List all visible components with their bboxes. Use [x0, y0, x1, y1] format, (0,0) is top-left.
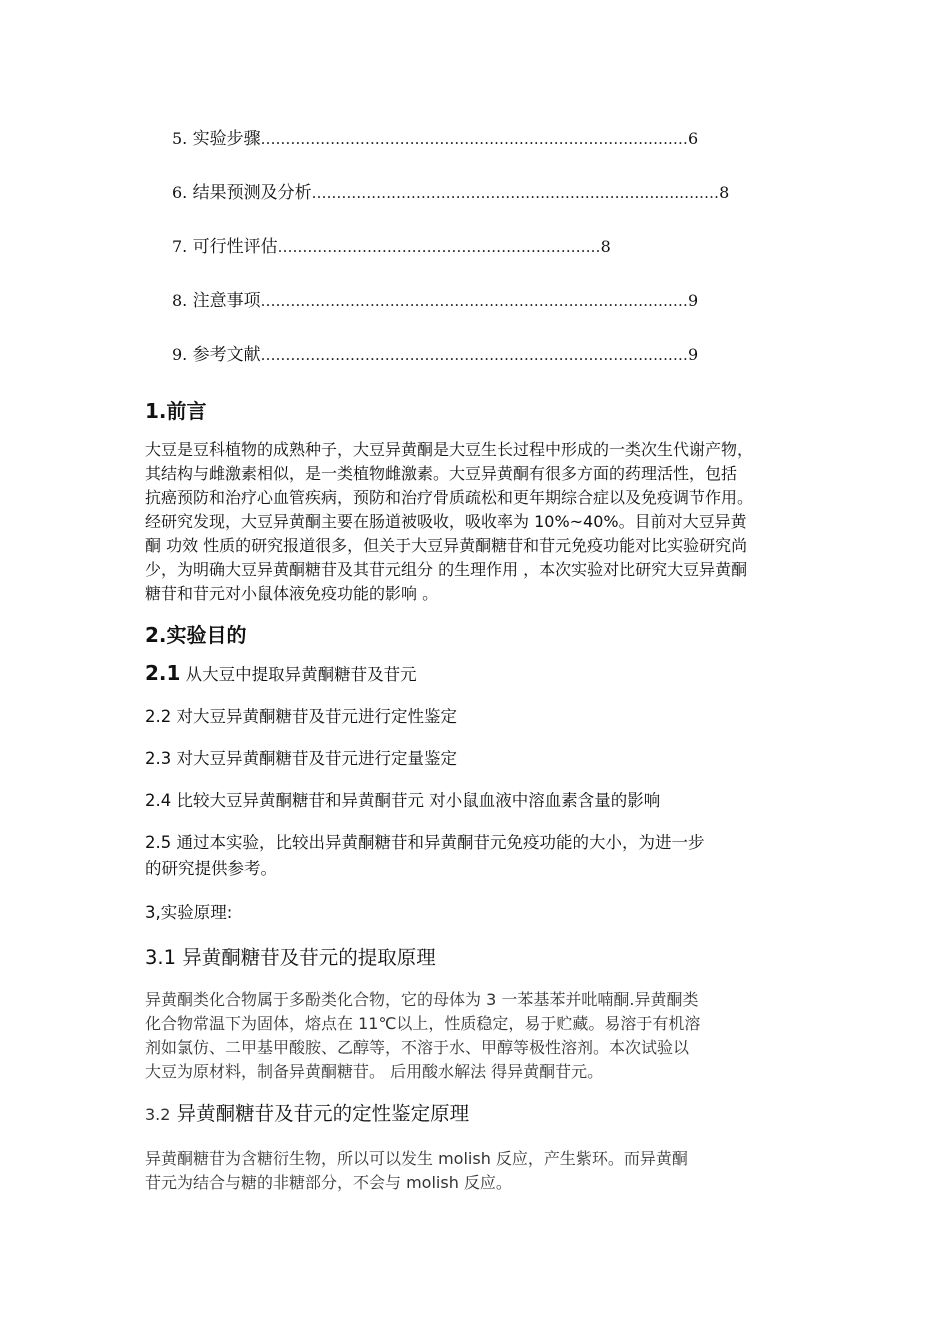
objective-item: 2.3 对大豆异黄酮糖苷及苷元进行定量鉴定	[145, 749, 457, 768]
paragraph-line: 异黄酮糖苷为含糖衍生物，所以可以发生 molish 反应，产生紫环。而异黄酮	[145, 1149, 688, 1168]
toc-number: 5.	[172, 129, 188, 148]
objective-item-continuation: 的研究提供参考。	[145, 859, 277, 878]
paragraph-line: 苷元为结合与糖的非糖部分，不会与 molish 反应。	[145, 1173, 512, 1192]
objective-number: 2.1	[145, 661, 181, 685]
toc-number: 7.	[172, 237, 188, 256]
section-heading-preface: 1.前言	[145, 399, 207, 423]
toc-leader: ......................................................................................	[260, 292, 688, 310]
paragraph-line: 大豆为原材料，制备异黄酮糖苷。 后用酸水解法 得异黄酮苷元。	[145, 1062, 604, 1081]
section-heading-objectives: 2.实验目的	[145, 623, 247, 647]
toc-page-number: 9	[687, 291, 699, 310]
objective-item: 2.4 比较大豆异黄酮糖苷和异黄酮苷元 对小鼠血液中溶血素含量的影响	[145, 791, 661, 810]
toc-leader: ......................................................................................	[260, 346, 688, 364]
table-of-contents	[172, 126, 772, 396]
toc-label: 可行性评估	[192, 237, 278, 257]
section-heading-principle: 3,实验原理:	[145, 903, 233, 922]
paragraph-line: 经研究发现，大豆异黄酮主要在肠道被吸收，吸收率为 10%~40%。目前对大豆异黄	[145, 512, 747, 531]
objective-item	[145, 660, 805, 688]
paragraph-line: 大豆是豆科植物的成熟种子，大豆异黄酮是大豆生长过程中形成的一类次生代谢产物，	[145, 440, 754, 459]
toc-entry[interactable]	[172, 234, 772, 288]
toc-page-number: 9	[687, 345, 699, 364]
extraction-paragraph	[145, 988, 805, 1084]
toc-page-number: 8	[600, 237, 611, 256]
toc-entry[interactable]	[172, 288, 772, 342]
subsection-heading-extraction: 3.1 异黄酮糖苷及苷元的提取原理	[145, 946, 436, 969]
toc-label: 注意事项	[192, 291, 261, 311]
toc-number: 8.	[172, 291, 188, 310]
objective-item: 2.5 通过本实验，比较出异黄酮糖苷和异黄酮苷元免疫功能的大小，为进一步	[145, 833, 705, 852]
paragraph-line: 酮 功效 性质的研究报道很多，但关于大豆异黄酮糖苷和苷元免疫功能对比实验研究尚	[145, 536, 748, 555]
toc-label: 结果预测及分析	[192, 183, 312, 203]
paragraph-line: 剂如氯仿、二甲基甲酸胺、乙醇等，不溶于水、甲醇等极性溶剂。本次试验以	[145, 1038, 690, 1057]
preface-paragraph	[145, 438, 805, 606]
identification-paragraph	[145, 1147, 805, 1195]
subsection-heading-identification	[145, 1100, 805, 1129]
toc-entry[interactable]	[172, 180, 772, 234]
toc-page-number: 8	[719, 183, 730, 202]
document-body	[145, 396, 805, 1195]
objective-item: 2.2 对大豆异黄酮糖苷及苷元进行定性鉴定	[145, 707, 457, 726]
toc-entry[interactable]	[172, 342, 772, 396]
toc-label: 实验步骤	[192, 129, 261, 149]
subsection-number: 3.2	[145, 1105, 171, 1124]
toc-leader: .................................................................	[277, 238, 601, 256]
paragraph-line: 少，为明确大豆异黄酮糖苷及其苷元组分 的生理作用 ，本次实验对比研究大豆异黄酮	[145, 560, 748, 579]
paragraph-line: 其结构与雌激素相似，是一类植物雌激素。大豆异黄酮有很多方面的药理活性，包括	[145, 464, 738, 483]
toc-entry[interactable]	[172, 126, 772, 180]
toc-leader: ......................................................................................	[260, 130, 688, 148]
toc-number: 9.	[172, 345, 188, 364]
toc-number: 6.	[172, 183, 188, 202]
toc-leader: ..................................................................................	[311, 184, 720, 202]
objective-text: 从大豆中提取异黄酮糖苷及苷元	[180, 665, 417, 684]
paragraph-line: 抗癌预防和治疗心血管疾病，预防和治疗骨质疏松和更年期综合症以及免疫调节作用。	[145, 488, 754, 507]
toc-page-number: 6	[687, 129, 699, 148]
subsection-title: 异黄酮糖苷及苷元的定性鉴定原理	[170, 1102, 470, 1125]
paragraph-line: 糖苷和苷元对小鼠体液免疫功能的影响 。	[145, 584, 439, 603]
toc-label: 参考文献	[192, 345, 261, 365]
paragraph-line: 化合物常温下为固体，熔点在 11℃以上，性质稳定，易于贮藏。易溶于有机溶	[145, 1014, 701, 1033]
paragraph-line: 异黄酮类化合物属于多酚类化合物，它的母体为 3 一苯基苯并吡喃酮.异黄酮类	[145, 990, 699, 1009]
